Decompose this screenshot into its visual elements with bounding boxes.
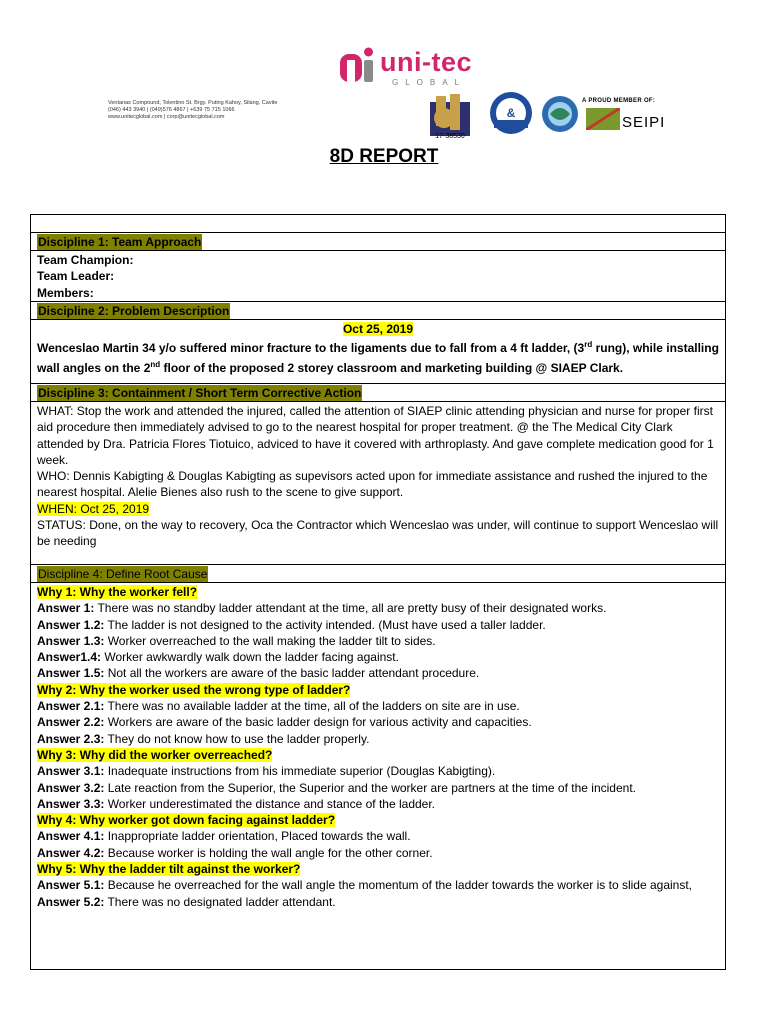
answer-item: Answer 1.5: Not all the workers are aware of the basic ladder attendant procedure.: [37, 666, 480, 681]
answer-item: Answer 2.2: Workers are aware of the basic ladder design for various activity and capacities.: [37, 715, 532, 730]
seipi-logo-icon: [586, 108, 620, 130]
duns-badge-icon: [488, 90, 534, 136]
member-label: A PROUD MEMBER OF:: [582, 98, 656, 104]
answer-item: Answer 4.2: Because worker is holding the wall angle for the other corner.: [37, 845, 433, 860]
why-group: [37, 861, 719, 910]
address-line: (046) 443 3940 | (049)576 4867 | +639 75 715 1066: [108, 107, 235, 113]
answer-item: Answer 4.1: Inappropriate ladder orientation, Placed towards the wall.: [37, 829, 411, 844]
d3-heading-row: [31, 384, 725, 402]
d3-heading: Discipline 3: Containment / Short Term Corrective Action: [38, 386, 362, 400]
answer-item: Answer1.4: Worker awkwardly walk down the ladder facing against.: [37, 650, 399, 665]
member-name: SEIPI: [622, 114, 666, 131]
why-question: Why 4: Why worker got down facing against ladder?: [37, 813, 336, 828]
d2-date: Oct 25, 2019: [342, 322, 414, 336]
globe-badge-icon: [540, 94, 580, 134]
d4-heading: Discipline 4: Define Root Cause: [38, 567, 208, 581]
d2-content: [31, 320, 725, 384]
logo-subtext: GLOBAL: [392, 78, 467, 87]
team-leader-label: Team Leader:: [37, 269, 115, 284]
answer-item: Answer 1.2: The ladder is not designed to the activity intended. (Must have used a taller ladder.: [37, 617, 546, 632]
why-question: Why 5: Why the ladder tilt against the worker?: [37, 862, 301, 877]
d3-status: STATUS: Done, on the way to recovery, Oca the Contractor which Wenceslao was under, will continue to support Wenceslao will be needing: [37, 518, 719, 549]
answer-item: Answer 1.3: Worker overreached to the wall making the ladder tilt to sides.: [37, 633, 436, 648]
d1-content: [31, 251, 725, 302]
report-table: [30, 214, 726, 970]
d2-heading-row: [31, 302, 725, 320]
team-champion-label: Team Champion:: [37, 253, 134, 267]
d2-description: Wenceslao Martin 34 y/o suffered minor fracture to the ligaments due to fall from a 4 ft ladder, (3rd rung), while installing wall angles on the 2nd floor of the proposed 2 storey classroom and marketing building @ SIAEP Clark.: [37, 340, 719, 375]
d3-what: WHAT: Stop the work and attended the injured, called the attention of SIAEP clinic attending physician and nurse for proper first aid procedure then immediately advised to go to the nearest hospital for proper treatment. @ the The Medical City Clark attended by Dra. Patricia Flores Tiotuico, adviced to have it covered with arthroplasty. And gave complete medication good for 1 week.: [37, 404, 714, 467]
certification-badges: [422, 88, 682, 148]
answer-item: Answer 3.3: Worker underestimated the distance and stance of the ladder.: [37, 796, 436, 811]
d1-heading: Discipline 1: Team Approach: [38, 235, 202, 249]
address-line: Ventanas Compound, Tolentino St. Brgy. Puting Kahoy, Silang, Cavite: [108, 100, 278, 106]
company-address: [108, 100, 308, 121]
answer-item: Answer 5.2: There was no designated ladder attendant.: [37, 894, 336, 909]
company-logo: [340, 44, 490, 94]
answer-item: Answer 1: There was no standby ladder attendant at the time, all are pretty busy of their designated works.: [37, 601, 607, 616]
why-group: [37, 682, 719, 747]
logo-text: uni-tec: [380, 47, 473, 77]
svg-text:&: &: [506, 106, 516, 120]
answer-item: Answer 5.1: Because he overreached for the wall angle the momentum of the ladder towards the worker is to slide against,: [37, 878, 693, 893]
why-question: Why 2: Why the worker used the wrong type of ladder?: [37, 682, 351, 697]
report-title: 8D REPORT: [329, 146, 439, 167]
answer-item: Answer 3.2: Late reaction from the Superior, the Superior and the worker are partners at the time of the incident.: [37, 780, 636, 795]
d1-heading-row: [31, 233, 725, 251]
d2-heading: Discipline 2: Problem Description: [38, 304, 230, 318]
why-question: Why 1: Why the worker fell?: [37, 585, 198, 599]
d3-who: WHO: Dennis Kabigting & Douglas Kabigting as supevisors acted upon for immediate assistance and rushed the injured to the nearest hospital. Alelie Bienes also rush to the scene to give support.: [37, 469, 708, 500]
d4-heading-row: [31, 565, 725, 583]
members-label: Members:: [37, 285, 94, 300]
why-group: [37, 812, 719, 861]
badge-number: 17-38530: [435, 133, 465, 140]
d3-content: [31, 402, 725, 565]
why-question: Why 3: Why did the worker overreached?: [37, 747, 273, 762]
why-group: [37, 584, 719, 682]
pcab-badge-icon: [426, 92, 486, 146]
d3-when: WHEN: Oct 25, 2019: [37, 501, 150, 516]
why-group: [37, 747, 719, 812]
d4-content: [31, 584, 725, 910]
empty-row: [31, 215, 725, 233]
answer-item: Answer 2.1: There was no available ladder at the time, all of the ladders on site are in use.: [37, 699, 520, 714]
address-line: www.unitecglobal.com | corp@unitecglobal.com: [108, 114, 225, 120]
answer-item: Answer 3.1: Inadequate instructions from his immediate superior (Douglas Kabigting).: [37, 764, 496, 779]
answer-item: Answer 2.3: They do not know how to use the ladder properly.: [37, 731, 370, 746]
uni-tec-logo-icon: [340, 46, 374, 86]
